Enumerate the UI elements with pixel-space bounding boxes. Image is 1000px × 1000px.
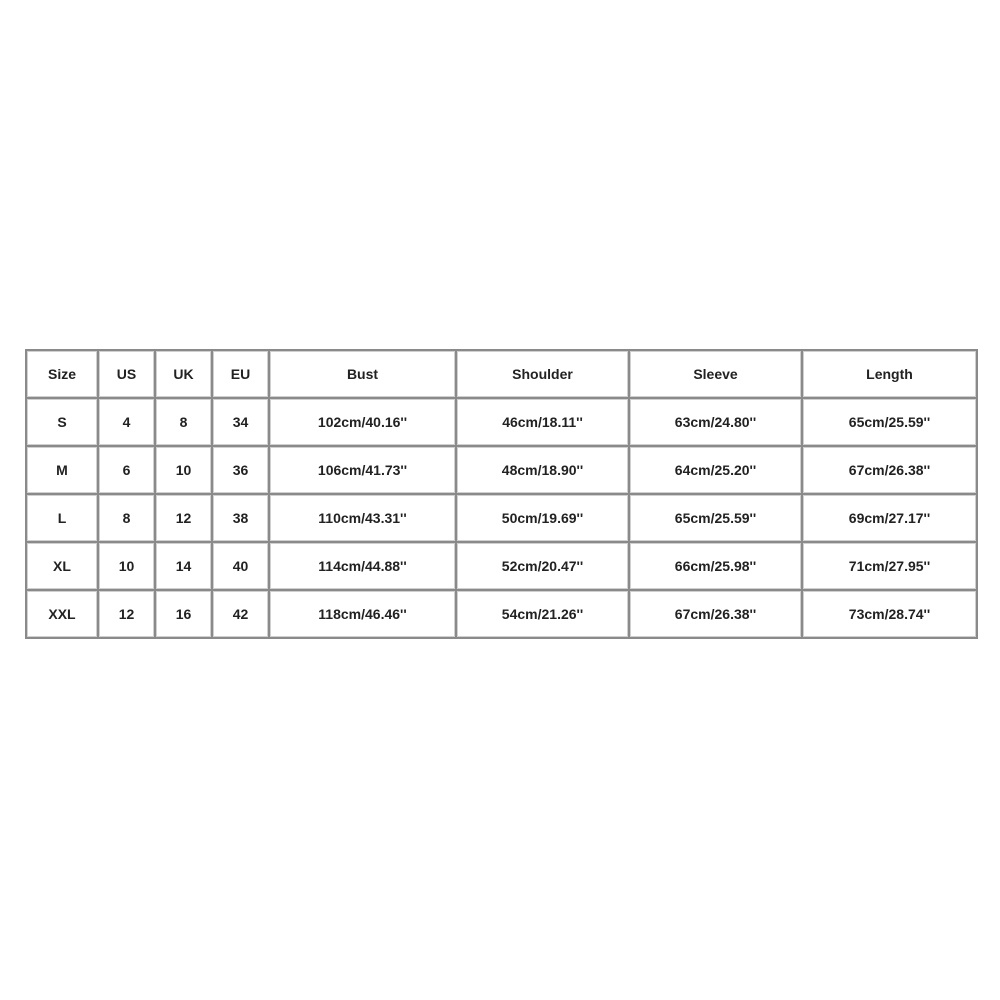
cell-us: 8	[98, 494, 155, 542]
header-row	[26, 350, 977, 398]
cell-uk: 8	[155, 398, 212, 446]
cell-length: 69cm/27.17''	[802, 494, 977, 542]
cell-sleeve: 63cm/24.80''	[629, 398, 802, 446]
cell-uk: 12	[155, 494, 212, 542]
cell-size: M	[26, 446, 98, 494]
cell-uk: 14	[155, 542, 212, 590]
cell-us: 6	[98, 446, 155, 494]
cell-shoulder: 50cm/19.69''	[456, 494, 629, 542]
cell-bust: 102cm/40.16''	[269, 398, 456, 446]
cell-size: S	[26, 398, 98, 446]
cell-bust: 106cm/41.73''	[269, 446, 456, 494]
cell-bust: 114cm/44.88''	[269, 542, 456, 590]
cell-length: 67cm/26.38''	[802, 446, 977, 494]
cell-us: 12	[98, 590, 155, 638]
table-row	[26, 494, 977, 542]
cell-eu: 36	[212, 446, 269, 494]
cell-eu: 40	[212, 542, 269, 590]
cell-bust: 110cm/43.31''	[269, 494, 456, 542]
cell-size: L	[26, 494, 98, 542]
cell-sleeve: 64cm/25.20''	[629, 446, 802, 494]
cell-us: 10	[98, 542, 155, 590]
cell-bust: 118cm/46.46''	[269, 590, 456, 638]
cell-length: 71cm/27.95''	[802, 542, 977, 590]
cell-uk: 10	[155, 446, 212, 494]
cell-shoulder: 54cm/21.26''	[456, 590, 629, 638]
cell-shoulder: 46cm/18.11''	[456, 398, 629, 446]
cell-eu: 38	[212, 494, 269, 542]
table-row	[26, 590, 977, 638]
cell-sleeve: 65cm/25.59''	[629, 494, 802, 542]
cell-shoulder: 48cm/18.90''	[456, 446, 629, 494]
table-row	[26, 398, 977, 446]
header-us: US	[98, 350, 155, 398]
cell-sleeve: 66cm/25.98''	[629, 542, 802, 590]
cell-uk: 16	[155, 590, 212, 638]
cell-eu: 42	[212, 590, 269, 638]
header-shoulder: Shoulder	[456, 350, 629, 398]
header-bust: Bust	[269, 350, 456, 398]
cell-size: XXL	[26, 590, 98, 638]
cell-size: XL	[26, 542, 98, 590]
header-uk: UK	[155, 350, 212, 398]
header-size: Size	[26, 350, 98, 398]
cell-sleeve: 67cm/26.38''	[629, 590, 802, 638]
header-eu: EU	[212, 350, 269, 398]
header-length: Length	[802, 350, 977, 398]
table-row	[26, 446, 977, 494]
cell-length: 73cm/28.74''	[802, 590, 977, 638]
header-sleeve: Sleeve	[629, 350, 802, 398]
size-chart-table	[25, 349, 978, 639]
cell-shoulder: 52cm/20.47''	[456, 542, 629, 590]
cell-us: 4	[98, 398, 155, 446]
cell-eu: 34	[212, 398, 269, 446]
table-row	[26, 542, 977, 590]
cell-length: 65cm/25.59''	[802, 398, 977, 446]
